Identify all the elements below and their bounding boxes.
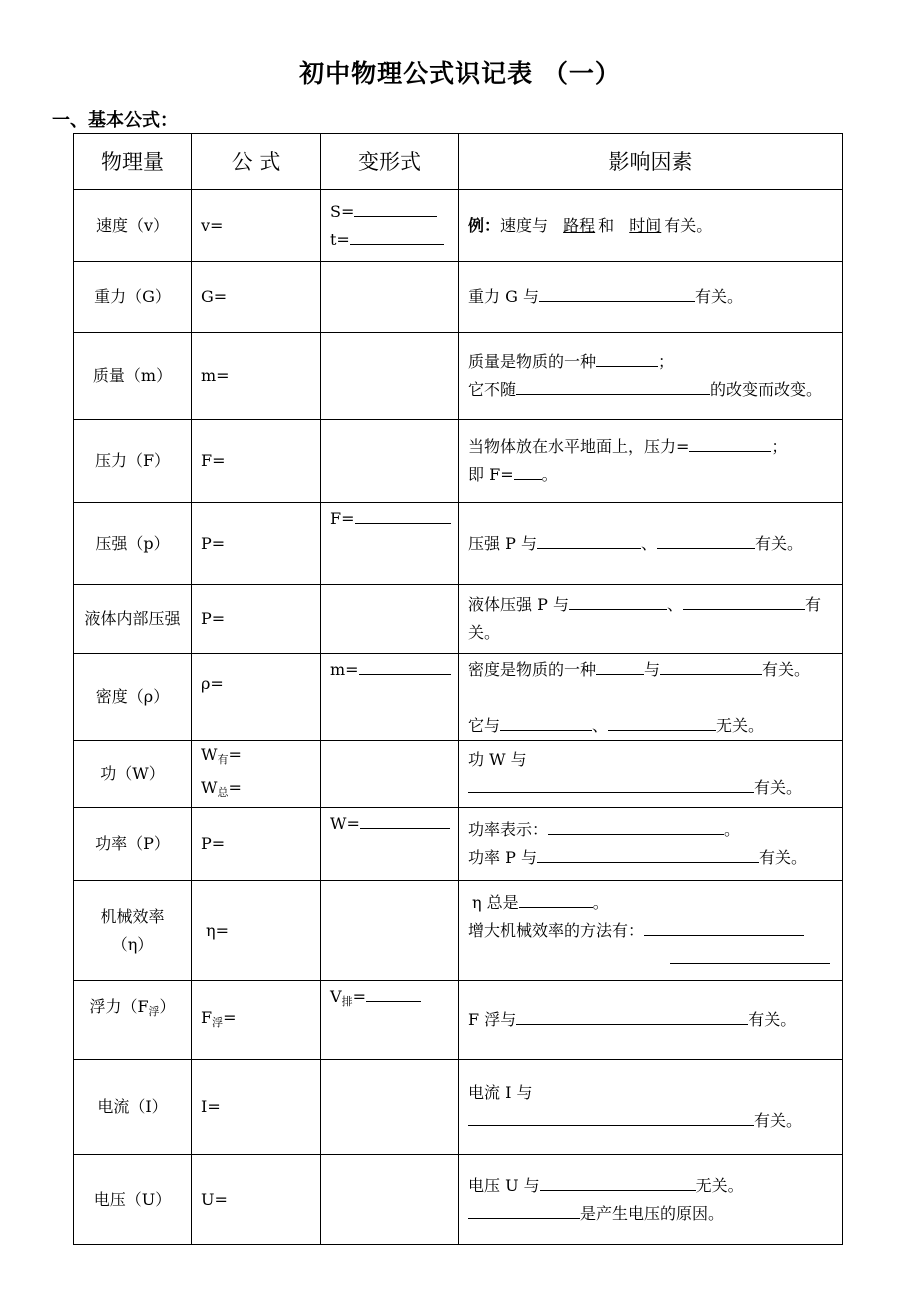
variant-cell [321, 262, 459, 333]
formula-cell: m= [192, 333, 321, 420]
blank-line [354, 198, 437, 217]
quantity-cell: 压强（p） [74, 503, 192, 585]
blank-line [569, 591, 667, 610]
blank-line [539, 283, 695, 302]
blank-line [355, 505, 451, 524]
variant-cell [321, 741, 459, 808]
row-density [74, 654, 843, 741]
blank-line [360, 810, 450, 829]
variant-cell: m= [321, 654, 459, 741]
variant-cell [321, 585, 459, 654]
quantity-cell: 功率（P） [74, 808, 192, 881]
factor-cell: 例：速度与 路程 和 时间 有关。 [459, 190, 843, 262]
factor-cell: η 总是 。 增大机械效率的方法有： [459, 881, 843, 981]
variant-cell: $V_排=$ [321, 981, 459, 1060]
quantity-cell: 密度（ρ） [74, 654, 192, 741]
variant-cell [321, 1060, 459, 1155]
formula-table [73, 133, 843, 1245]
factor-cell: 质量是物质的一种 ； 它不随 的改变而改变。 [459, 333, 843, 420]
quantity-cell: 功（W） [74, 741, 192, 808]
factor-cell: 压强 P 与 、 有关。 [459, 503, 843, 585]
variant-cell: F= [321, 503, 459, 585]
blank-line [516, 1006, 748, 1025]
factor-cell: 功 W 与 有关。 [459, 741, 843, 808]
variant-cell [321, 881, 459, 981]
formula-cell: P= [192, 585, 321, 654]
formula-cell: $F_浮=$ [192, 981, 321, 1060]
factor-cell: 当物体放在水平地面上，压力= ； 即 F= 。 [459, 420, 843, 503]
formula-cell: G= [192, 262, 321, 333]
variant-cell [321, 333, 459, 420]
factor-cell: 功率表示： 。 功率 P 与 有关。 [459, 808, 843, 881]
quantity-cell: 机械效率 （η） [74, 881, 192, 981]
header-factor: 影响因素 [459, 134, 843, 190]
blank-line [537, 844, 759, 863]
quantity-cell: 质量（m） [74, 333, 192, 420]
row-liquid-pressure [74, 585, 843, 654]
blank-line [500, 712, 592, 731]
formula-cell: P= [192, 503, 321, 585]
blank-line [468, 1107, 754, 1126]
quantity-cell: 浮力$(F_浮)$ [74, 981, 192, 1060]
formula-cell: η= [192, 881, 321, 981]
factor-cell: 液体压强 P 与 、 有 关。 [459, 585, 843, 654]
variant-cell: W= [321, 808, 459, 881]
row-efficiency [74, 881, 843, 981]
factor-cell: F 浮与 有关。 [459, 981, 843, 1060]
factor-cell: 密度是物质的一种 与 有关。 它与 、 无关。 [459, 654, 843, 741]
factor-cell: 电流 I 与 有关。 [459, 1060, 843, 1155]
formula-cell: I= [192, 1060, 321, 1155]
header-quantity: 物理量 [74, 134, 192, 190]
blank-line [468, 774, 754, 793]
row-current [74, 1060, 843, 1155]
variant-cell [321, 420, 459, 503]
factor-cell: 重力 G 与 有关。 [459, 262, 843, 333]
row-pressure [74, 503, 843, 585]
blank-line [596, 348, 658, 367]
blank-line [660, 656, 762, 675]
row-gravity [74, 262, 843, 333]
row-pressure-force [74, 420, 843, 503]
row-power [74, 808, 843, 881]
example-label: 例： [468, 215, 501, 235]
quantity-cell: 速度（v） [74, 190, 192, 262]
row-mass [74, 333, 843, 420]
quantity-cell: 重力（G） [74, 262, 192, 333]
formula-cell: F= [192, 420, 321, 503]
row-speed [74, 190, 843, 262]
blank-line [537, 530, 641, 549]
blank-line [689, 433, 771, 452]
blank-line [644, 917, 804, 936]
quantity-cell: 压力（F） [74, 420, 192, 503]
formula-cell: $W_有=$ $W_总=$ [192, 741, 321, 808]
quantity-cell: 电压（U） [74, 1155, 192, 1245]
blank-line [670, 945, 830, 964]
blank-line [359, 656, 451, 675]
row-voltage [74, 1155, 843, 1245]
header-formula: 公 式 [192, 134, 321, 190]
blank-line [516, 376, 710, 395]
formula-cell: v= [192, 190, 321, 262]
answer-time: 时间 [629, 215, 662, 235]
header-variant: 变形式 [321, 134, 459, 190]
blank-line [683, 591, 805, 610]
variant-cell: S= t= [321, 190, 459, 262]
quantity-cell: 液体内部压强 [74, 585, 192, 654]
blank-line [514, 461, 542, 480]
blank-line [350, 226, 444, 245]
blank-line [366, 983, 421, 1002]
row-work [74, 741, 843, 808]
formula-cell: ρ= [192, 654, 321, 741]
blank-line [608, 712, 716, 731]
variant-cell [321, 1155, 459, 1245]
blank-line [657, 530, 755, 549]
formula-cell: U= [192, 1155, 321, 1245]
page-title: 初中物理公式识记表 （一） [299, 59, 621, 88]
quantity-cell: 电流（I） [74, 1060, 192, 1155]
formula-cell: P= [192, 808, 321, 881]
section-heading: 一、基本公式： [52, 110, 178, 131]
blank-line [540, 1172, 696, 1191]
header-row [74, 134, 843, 190]
factor-cell: 电压 U 与 无关。 是产生电压的原因。 [459, 1155, 843, 1245]
blank-line [519, 889, 593, 908]
blank-line [468, 1200, 580, 1219]
blank-line [596, 656, 644, 675]
row-buoyancy [74, 981, 843, 1060]
blank-line [548, 816, 724, 835]
answer-distance: 路程 [563, 215, 596, 235]
